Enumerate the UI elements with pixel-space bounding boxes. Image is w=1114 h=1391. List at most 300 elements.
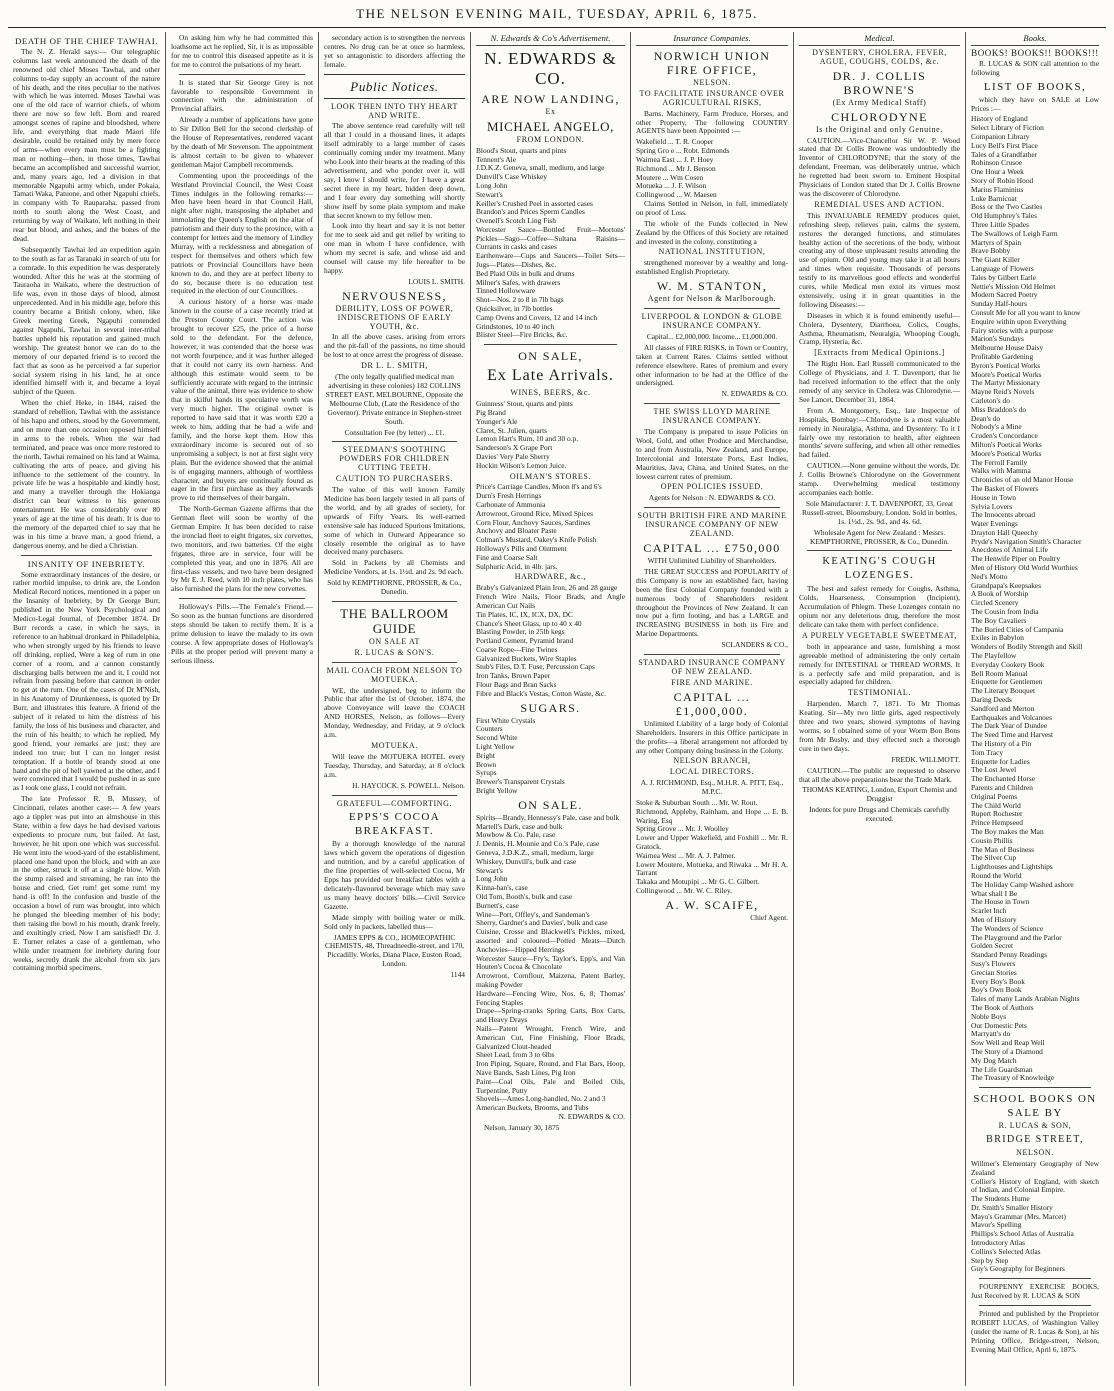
goods-item: J.D.K.Z. Geneva, small, medium, and large [476,163,605,173]
article-paragraph: Holloway's Pills.—The Female's Friend.—So soon as the human functions are disordered steps should be taken to rectify them. It is a prime delusion to leave the malady to its own course. A few appropriate doses of Holloway's Pills at the proper period will prevent many a serious illness. [171,602,313,665]
column-6 [794,32,966,1386]
book-title: Carleton's do [971,395,1010,405]
goods-list [476,584,625,698]
ad-subheading: [Extracts from Medical Opinions.] [814,348,945,358]
book-title: The Holiday Camp Washed ashore [971,879,1074,889]
book-title: The Enchanted Horse [971,774,1036,784]
book-title: Bell Room Manual [971,668,1028,678]
goods-item: Burnett's, case [476,900,519,910]
book-title: Golden Secret [971,941,1014,951]
ad-heading: NORWICH UNION FIRE OFFICE, [653,48,771,77]
ad-heading: CHLORODYNE [831,109,928,124]
article-paragraph: Commenting upon the proceedings of the Westland Provincial Council, the West Coast Times indulges in the following remarks:—Men have been heard in that Council Hall, night after night, transposing the alphabet and immolating the Queen's English on the altar of patriotism and their duty to the province, with a contempt for letters and the memory of Lindley Murray, with a recklessness and abnegation of respect for themselves and others which few patriots or Provincial Councillors have been known to do, and they are at perfect liberty to do so, because there is no education test required in the election of our Councillors. [171,170,313,296]
book-title: A Book of Worship [971,589,1029,599]
book-title: My Dog Match [971,1055,1017,1065]
book-title: Tales of a Grandfather [971,149,1038,159]
goods-item: Price's Carriage Candles, Moon 8's and 6's [476,482,602,492]
ad-paragraph: (The only legally qualified medical man advertising in these colonies) 182 COLLINS STREET EAST, MELBOURNE, Opposite the Melbourne Club, (Late the Residence of the Governor). Private entrance in Stephen-street South. [325,372,464,426]
book-title: Grandpapa's Keepsakes [971,580,1042,590]
ad-subheading: HARDWARE, &c., [514,572,587,582]
goods-list [476,717,625,796]
ad-paragraph: This INVALUABLE REMEDY produces quiet, refreshing sleep, relieves pain, calms the system, restores the deranged functions, and stimulates healthy action of the secretions of the body, without creating any of those unpleasant results attending the use of opium. Old and young may take it at all hours and times when requisite. Thousands of persons testify to its marvellous good effects and wonderful cures, while Medical men extol its virtues most extensively, using it in great quantities in the following Diseases:— [799,210,960,309]
agent-item: Lower and Upper Wakefield, and Foxhill ... Mr. R. Gratock. [636,833,788,852]
goods-item: Corn Flour, Anchovy Sauces, Sardines [476,517,591,527]
goods-item: Sulphuric Acid, in 4lb. jars. [476,561,558,571]
goods-list [476,483,625,571]
ad-heading: MAIL COACH FROM NELSON TO MOTUEKA. [326,665,463,684]
goods-item: Wine—Port, Offley's, and Sandeman's [476,909,590,919]
agent-item: Stoke & Suburban South ... Mr. W. Rout. [636,798,758,808]
divider [179,74,305,75]
ad-paragraph: Indents for pure Drugs and Chemicals carefully executed. [809,805,950,824]
article-paragraph: Subsequently Tawhai led an expedition again to the south as far as Taranaki in search of utu for a comrade. In this expedition he was desperately wounded. After this he was at the storming of Tauraoha in Waikato, where the destruction of life was, even in those days of blood, almost unprecedented. And in his middle age, before this country became a British colony, when, like Greek meeting Greek, Ngapuhi contended against Ngapuhi, Tawhai in several inter-tribal battles upheld his reputation and gained much worship. The greatest honor we can do to the memory of our departed friend is to record the fact that as soon as he perceived a far superior social system rising in his land, he at once identified himself with it, and became a loyal subject of the Queen. [13,244,160,397]
ad-paragraph: Sole Manufacturer: J. T. DAVENPORT, 33, Great Russell-street, Bloomsbury, London. Sold in bottles, 1s. 1½d., 2s. 9d., and 4s. 6d. [802,498,957,526]
column-1 [8,32,166,1386]
ad-heading: EPPS'S COCOA BREAKFAST. [348,811,441,838]
ad-paragraph: Will leave the MOTUEKA HOTEL every Tuesday, Thursday, and Saturday, at 8 o'clock a.m. [324,751,465,779]
book-title: Tom Tracy [971,747,1004,757]
goods-item: Blood's Stout, quarts and pints [476,145,567,155]
goods-item: Grindstones, 10 to 40 inch [476,321,555,331]
goods-item: Old Tom, Booth's, bulk and case [476,892,573,902]
ad-subheading: OPEN POLICIES ISSUED. [660,482,764,492]
book-title: The Wonders of Science [971,923,1044,933]
goods-item: Braby's Galvanized Plain Iron, 26 and 28 gauge [476,583,618,593]
ad-heading: CAPITAL ... £1,000,000. [673,689,751,718]
goods-item: Second White [476,733,518,743]
ad-heading: STANDARD INSURANCE COMPANY OF NEW ZEALAND. [638,658,786,676]
ad-heading: ARE NOW LANDING, [481,91,620,106]
article-paragraph: The late Professor R. B. Mussey, of Cincinnati, relates another case:— A few years ago a tippler was put into an almshouse in this State, within a few days he had devised various expedients to procure rum, but failed. At last, however, he hit upon one which was successful. He went into the wood-yard of the establishment, placed one hand upon the block, and with an axe in the other, struck it off at a single blow. With the stump raised and streaming, he ran into the house and cried, Get rum! get some rum! my hand is off! In the confusion and bustle of the occasion a bowl of rum was brought, into which he plunged the bleeding member of his body; then raising the bowl to his mouth, drank freely, and exultingly cried, Now I am satisfied! Dr. J. E. Turner relates a case of a gentleman, who while under treatment for inebriety during four weeks, secretly drank the alcohol from six jars containing morbid specimens. [13,794,160,973]
ad-paragraph: Agents for Nelson : N. EDWARDS & CO. [648,493,776,503]
book-title: Language of Flowers [971,263,1034,273]
ad-subheading: NELSON. [693,77,731,87]
goods-item: Camp Ovens and Covers, 12 and 14 inch [476,312,598,322]
ad-heading: STEEDMAN'S SOOTHING POWDERS FOR CHILDREN CUTTING TEETH. [339,445,450,473]
ad-heading: NERVOUSNESS, [342,288,447,303]
book-title: The Man of Business [971,844,1035,854]
book-title: Nobody's a Mine [971,422,1022,432]
book-title: The Boy makes the Man [971,826,1044,836]
ad-heading: SUGARS. [520,700,581,715]
ad-signature: SCLANDERS & CO., [721,640,788,650]
book-title: Willmer's Elementary Geography of New Zealand [971,1158,1099,1177]
goods-item: Counters [476,724,503,734]
book-title: The Giant Killer [971,255,1020,265]
book-title: Cruden's Concordance [971,431,1038,441]
book-title: Pryde's Navigation Smith's Character [971,536,1082,546]
goods-item: Coarse Rope—Fine Twines [476,644,558,654]
ad-signature: FREDK. WILLMOTT. [891,754,960,764]
ad-paragraph: strengthened moreover by a wealthy and long-established English Proprietary. [636,258,788,277]
goods-item: Pig Brand [476,407,506,417]
book-title: Select Library of Fiction [971,123,1044,133]
ad-paragraph: WITH Unlimited Liability of Shareholders. [647,556,777,566]
book-title: Etiquette for Gentlemen [971,677,1043,687]
book-title: Dr. Smith's Smaller History [971,1202,1053,1212]
ad-ship-name: MICHAEL ANGELO, [487,118,614,134]
book-title: The Cousin from India [971,607,1039,617]
ad-paragraph: All classes of FIRE RISKS, in Town or Country, taken at Current Rates. Claims settled without reference elsewhere. Rates of premium and every other information to be had at the Office of the undersigned. [636,342,788,388]
ad-heading: A. W. SCAIFE, [665,897,759,912]
goods-item: Syrups [476,768,497,778]
book-title: The Swallows of Leigh Farm [971,228,1058,238]
book-title: Susy's Flowers [971,958,1016,968]
book-title: Marion's Sundays [971,334,1024,344]
book-title: Moore's Poetical Works [971,448,1042,458]
goods-item: Stewart's [476,865,503,875]
agent-item: Moutere ... Wm Cosen [636,172,704,182]
book-title: History of England [971,114,1028,124]
ad-heading: LIST OF BOOKS, [983,80,1087,93]
book-title: The House in Town [971,897,1030,907]
ad-subheading: WINES, BEERS, &c. [510,388,591,398]
ad-subheading: (Ex Army Medical Staff) [832,97,927,107]
goods-item: Portland Cement, Pyramid brand [476,636,574,646]
book-title: Men of History [971,914,1017,924]
ad-date: Nelson, January 30, 1875 [484,1122,560,1132]
book-title: Scarlet Inch [971,906,1007,916]
book-title: One Hour a Week [971,167,1024,177]
ad-paragraph: WE, the undersigned, beg to inform the Public that after the 1st of October, 1874, the above Conveyance will leave the COACH AND HORSES, Nelson, as follows—Every Monday, Wednesday, and Friday, at 9 o'clock a.m. [324,685,465,740]
book-title: Companion Library [971,132,1030,142]
goods-item: Lemon Hart's Rum, 10 and 30 o.p. [476,434,579,444]
goods-item: Brewer's Transparent Crystals [476,777,565,787]
headline-death-tawhai: DEATH OF THE CHIEF TAWHAI. [14,36,159,46]
ad-heading: DR. J. COLLIS BROWNE'S [832,68,927,97]
ad-paragraph: The best and safest remedy for Coughs, Asthma, Colds, Hoarseness, Consumption (Incipient), Accumulation of Phlegm. These Lozenges contain no opium nor any deleterious drug, therefore the most delicate can take them with perfect confidence. [799,584,960,630]
goods-item: Davies' Very Pale Sherry [476,451,550,461]
book-title: Anecdotes of Animal Life [971,545,1048,555]
goods-item: Long John [476,874,508,884]
book-title: The Basket of Flowers [971,483,1039,493]
ad-heading: KEATING'S COUGH LOZENGES. [822,556,937,582]
goods-item: Tinned Hollowware [476,286,536,296]
goods-item: Holloway's Pills and Ointment [476,544,567,554]
goods-item: Brandon's and Prices Sperm Candles [476,207,585,217]
ad-paragraph: Claims Settled in Nelson, in full, immediately on proof of Loss. [636,198,788,217]
goods-item: Younger's Ale [476,416,518,426]
book-title: Walks with Mamma [971,466,1031,476]
book-title: Standard Penny Readings [971,950,1047,960]
book-title: Rupert Rochester [971,809,1023,819]
goods-item: Arrowroot, Ground Rice, Mixed Spices [476,508,593,518]
book-title: Phillips's School Atlas of Australia [971,1229,1074,1239]
book-title: Mayo's Grammar (Mrs. Marcet) [971,1211,1066,1221]
agent-item: Spring Grove ... Mr. J. Woolley [636,824,729,834]
goods-item: Ovenell's Scotch Ling Fish [476,216,556,226]
book-title: Drayton Hall Queechy [971,527,1038,537]
agent-item: Takaka and Motupipi ... Mr G. C. Gilbert. [636,877,760,887]
book-title: Every Boy's Book [971,976,1025,986]
book-title: The Seed Time and Harvest [971,730,1054,740]
goods-item: First White Crystals [476,715,536,725]
column-4 [471,32,631,1386]
ad-heading: CAPITAL ... £750,000 [643,541,781,556]
book-title: Lucy Bell's First Place [971,140,1038,150]
ad-subheading: NATIONAL INSTITUTION, [658,247,766,257]
goods-item: Keiller's Crushed Peel in assorted cases [476,198,593,208]
ad-subheading: FIRE AND MARINE. [671,677,753,687]
ad-subheading: Is the Original and only Genuine. [816,124,943,134]
ad-paragraph: Harpenden, March 7, 1871. To Mr Thomas Keating. Sir—My two little girls, aged respectively three and two years, showed symptoms of having worms, so I obtained some of your Worm Bon Bons from Mr Busby, and they effected such a thorough cure in two days. [799,699,960,753]
section-header-public-notices: Public Notices. [350,78,439,94]
agent-item: Motueka ... J. F. Wilson [636,181,707,191]
book-title: Noble Boys [971,1011,1007,1021]
book-title: Robinson Crusoe [971,158,1023,168]
ad-heading: THE SWISS LLOYD MARINE INSURANCE COMPANY. [653,407,771,426]
divider [332,441,457,442]
divider [324,74,465,75]
ad-paragraph: THE GREAT SUCCESS and POPULARITY of this Company is now an established fact, having been the first Colonial Company founded with a numerous body of Shareholders resident throughout the Provinces of New Zealand. It can now put a firm footing, and has a LARGE and INCREASING BUSINESS in both its Fire and Marine Departments. [636,566,788,639]
ad-paragraph: both in appearance and taste, furnishing a most agreeable method of administering the only certain remedy for INTESTINAL or THREAD WORMS. It is a perfectly safe and mild preparation, and is especially adapted for children. [799,641,960,687]
ad-paragraph: Consultation Fee (by letter) ... £1. [344,427,445,437]
book-list [971,1160,1099,1274]
book-title: The Henwife Piper on Poultry [971,554,1061,564]
book-title: The Silver Cup [971,853,1017,863]
book-title: Modern Sacred Poetry [971,290,1038,300]
article-paragraph: Some extraordinary instances of the desire, or rather morbid impulse, to drink are, the London Medical Record notices, mentioned in a paper on the Insanity of Inebriety, by Dr George Burr, published in the New York Psychological and Medico-Legal Journal, of December 1874. Dr Burr records a case, in which he says, in reference to an habitual drunkard in Philadelphia, who when strongly urged by his friends to leave off drinking, replied, Were a keg of rum in one corner of a room, and a cannon constantly discharging balls between me and it, I could not refrain from passing before that cannon in order to get at the rum. One of the cases of Dr M'Nish, in his Anatomy of Drunkenness, is quoted by Dr Burr, and illustrates this feature. A friend of the subject of it related to him the distress of his family, the loss of his business and character, and the ruin of his health; to which he replied, My good friend, your remarks are just; they are indeed too true; but I can no longer resist temptation. If a bottle of brandy stood at one hand and the pit of hell yawned at the other, and I were convinced that I would be pushed in as sure as I took one glass, I could not refrain. [13,569,160,793]
ad-signature: LOUIS L. SMITH. [408,276,465,286]
agent-item: Wakefield ... T. R. Cooper [636,137,714,147]
goods-item: Cuisine, Crosse and Blackwell's Pickles, mixed, assorted and coloured—Potted Meats—Dutch Anchovies—Hipped Herrings [476,927,625,954]
ad-subheading: NELSON. [1016,1148,1054,1157]
book-title: Martyrs of Spain [971,237,1022,247]
book-title: Sow Well and Reap Well [971,1038,1045,1048]
book-title: Sandford and Merton [971,703,1035,713]
book-title: Earthquakes and Volcanoes [971,712,1052,722]
ad-signature: N. EDWARDS & CO. [558,1111,625,1121]
book-title: Moore's Poetical Works [971,369,1042,379]
book-title: Guy's Geography for Beginners [971,1264,1065,1274]
ad-subheading: ON SALE AT [369,636,420,646]
agent-item: Lower Moutere, Motueka, and Riwaka ... Mr H. A. Tarrant [636,859,788,878]
ad-subheading: TO FACILITATE INSURANCE OVER AGRICULTURAL RISKS, [639,88,785,107]
goods-item: Claret, St. Julien, quarts [476,425,548,435]
ad-paragraph: CAUTION.—None genuine without the words, Dr. J. Collis Browne's Chlorodyne on the Government stamp. Overwhelming medical testimony accompanies each bottle. [799,461,960,497]
goods-item: Tin Plates, IC, IX, ICX, DX, DC [476,609,573,619]
book-title: Collins's Selected Atlas [971,1246,1041,1256]
ad-subheading: REMEDIAL USES AND ACTION. [814,199,945,209]
goods-item: Fine and Coarse Salt [476,552,538,562]
columns [8,32,1108,1386]
agent-item: Richmond ... Mr J. Benson [636,163,716,173]
ad-signature: H. HAYCOCK. S. POWELL. Nelson. [352,780,465,790]
book-title: Tales of many Lands Arabian Nights [971,994,1080,1004]
goods-item: Arrowroot, Cornflour, Maizena, Patent Barley, making Powder [476,971,625,989]
goods-item: Nails—Patent Wrought, French Wire, and American Cut, Fine Finishing, Floor Brads, Galvanized Clout-headed [476,1023,625,1051]
ad-paragraph: R. LUCAS & SON call attention to the following [971,58,1099,77]
book-title: Sylvia Lovers [971,501,1013,511]
column-header: Books. [971,34,1099,46]
masthead-rule [8,27,1106,28]
ad-paragraph: Barns, Machinery, Farm Produce, Horses, and other Property, The following COUNTRY AGENTS have been Appointed :— [636,108,788,136]
goods-item: Sheet Lead, from 3 to 6lbs [476,1050,555,1060]
column-2 [166,32,319,1386]
ad-signature: Chief Agent. [750,912,788,922]
book-list [971,115,1099,1083]
book-title: Everyday Cookery Book [971,659,1045,669]
ad-paragraph: which they have on SALE at Low Prices :— [971,94,1099,113]
book-title: Fairy stories with a purpose [971,325,1054,335]
ad-paragraph: The whole of the Funds collected in New Zealand by the Offices of this Society are retained and invested in the colony, constituting a [636,218,788,246]
ad-paragraph: JAMES EPPS & CO., HOMŒOPATHIC CHEMISTS, 48, Threadneedle-street, and 170, Piccadilly. Works, Diana Place, Euston Road, London. [324,932,465,969]
goods-item: Worcester Sauce—Bottled Fruit—Mortons' Pickles—Sago—Coffee—Sultana Raisins—Currants in casks and cases [476,224,625,252]
goods-item: Bright Yellow [476,786,518,796]
ad-paragraph: THOMAS KEATING, London, Export Chemist and Druggist [802,785,957,804]
goods-item: Earthenware—Cups and Saucers—Toilet Sets—Jugs—Plates—Dishes, &c. [476,251,625,270]
article-paragraph: On asking him why he had committed this loathsome act he replied, Sir, it is as impossible for me to control this diseased appetite as it is for me to control the pulsations of my heart. [171,33,313,69]
goods-item: J. Dennis, H. Mounie and Co.'s Pale, case [476,839,600,849]
book-title: Circled Scenery [971,598,1019,608]
ad-paragraph: The Right Hon. Earl Russell communicated to the College of Physicians, and J. T. Davenport, that he had received information to the effect that the only remedy of any service in Cholera was Chlorodyne.—See Lancet, December 31, 1864. [799,359,960,404]
divider [807,550,952,551]
book-title: The History of a Pin [971,739,1032,749]
goods-item: Martell's Dark, case and bulk [476,821,563,831]
book-title: Nettie's Mission Old Helmet [971,281,1056,291]
ad-paragraph: Sold in Packets by all Chemists and Medicine Vendors, at 1s. 1½d. and 2s. 9d each. [324,558,465,577]
ad-heading: SCHOOL BOOKS ON SALE BY [973,1093,1097,1120]
article-paragraph: secondary action is to strengthen the nervous centres. No drug can be at once so harmless, yet so antagonistic to disorders affecting the female. [324,33,465,69]
ad-title-edwards: N. EDWARDS & CO. [484,48,617,88]
ad-paragraph: FOURPENNY EXERCISE BOOKS, Just Received by R. LUCAS & SON [971,1282,1099,1301]
book-title: Grecian Stories [971,967,1017,977]
ad-paragraph: The Company is prepared to issue Policies on Wool, Gold, and other Produce and Merchandise, to and from Australia, New Zealand, and Europe, Intercolonial and Interstate Ports, East Indies, Mauritius, Java, China, and United States, on the lowest current rates of premium. [636,427,788,481]
ad-paragraph: The above sentence read carefully will tell all that I could in a thousand lines, it adapts itself admirably to a large number of cases continually coming under my treatment. Many who Look into their hearts at the reading of this advertisement, and who ponder over it, will say, I know I should write, for I have a great secret there in my heart, hidden deep down, and I fear every day something will shortly show itself by some plain symptom and make that secret known to my fellow men. [324,121,466,220]
ad-heading: Ex Late Arrivals. [487,367,614,385]
ad-paragraph: Made simply with boiling water or milk. Sold only in packets, labelled thus— [324,912,465,931]
ad-subheading: OILMAN'S STORES. [509,471,592,481]
ad-paragraph: CAUTION.—The public are requested to observe that all the above preparations bear the Trade Mark. [799,765,960,784]
article-paragraph: The N. Z. Herald says:— Our telegraphic columns last week announced the death of the renowned old chief Moses Tawhai, and other columns to-day supply an account of the nature of his death, and the rites peculiar to the natives with which he was interred. Moses Tawhai was one of the old race of warrior chiefs, of whom there are now so few left. Born and reared amongst scenes of rapine and bloodshed, where life, and everything that made Maori life desirable, could be retained only by mere force of arms—when every man must be a fighting man or nothing—then, in those times, Tawhai became an accomplished and successful warrior, and, many years ago, led a division in that memorable Ngapuhi army which, under Pokaia, Tamati Waka, Patuone, and other Ngapuhi chiefs, in company with Te Rauparaha, passed from north to south along the West Coast, and returning by way of Waikato, left nothing in their rear but blood, and ashes, and the bones of the dead. [13,46,160,243]
divider [644,654,780,655]
book-title: Boss or the Two Castles [971,202,1043,212]
book-title: The Playground and the Parlor [971,932,1062,942]
book-title: Mayne Reid's Novels [971,387,1035,397]
book-title: Men of History Old World Worthies [971,563,1078,573]
goods-list [476,814,625,1113]
book-title: Three Little Spades [971,220,1029,229]
book-title: Cousin Phillis [971,835,1013,845]
agents-list [636,799,788,896]
ad-subheading: Ex [545,106,556,116]
book-title: Enquire within upon Everything [971,316,1067,326]
agent-item: Spring Gro e ... Robt. Edmonds [636,146,730,156]
book-title: Miss Braddon's do [971,404,1027,414]
goods-item: Guinness' Stout, quarts and pints [476,399,573,409]
ad-heading: LIVERPOOL & LONDON & GLOBE INSURANCE COMPANY. [641,312,783,330]
ad-subheading: CAUTION TO PURCHASERS. [335,474,454,484]
book-title: The Martyr Missionary [971,378,1040,388]
goods-list [476,147,625,341]
ad-heading: DYSENTERY, CHOLERA, FEVER, AGUE, COUGHS, COLDS, &c. [812,47,947,66]
ad-paragraph: Wholesale Agent for New Zealand : Messrs. KEMPTHORNE, PROSSER, & Co., Dunedin. [809,527,949,546]
goods-item: Brown [476,759,497,769]
divider [979,1087,1091,1088]
goods-item: Mowbow & Co. Pale, case [476,830,556,840]
ad-number: 1144 [450,970,465,980]
goods-item: Bright [476,750,495,760]
ad-heading: W. M. STANTON, [656,279,768,294]
book-title: Milton's Poetical Works [971,439,1042,449]
book-title: Round the World [971,870,1022,880]
ad-subheading: Agent for Nelson & Marlborough. [647,294,777,304]
column-header: N. Edwards & Co's Advertisement. [476,34,625,46]
goods-item: Stewart's [476,189,503,199]
ad-subheading: A PURELY VEGETABLE SWEETMEAT, [802,630,957,640]
book-title: Boy's Own Book [971,985,1022,995]
goods-item: Hockin Wilson's Lemon Juice. [476,460,567,470]
ad-paragraph: Sold by KEMPTHORNE, PROSSER, & Co., Dunedin. [327,578,462,597]
goods-item: Galvanized Buckets, Wire Staples [476,653,577,663]
goods-item: Shot—Nos. 2 to 8 in 7lb bags [476,295,564,305]
divider [332,601,457,602]
goods-item: Dunvill's Case Whiskey [476,172,547,182]
book-title: Ned's Motto [971,571,1008,581]
book-title: The Ferroll Family [971,457,1028,467]
ad-subheading: FROM LONDON. [516,134,585,144]
agent-item: Collingwood ... W. Maesen [636,190,717,200]
agent-item: Collingwood ... Mr. W. C. Riley. [636,886,733,896]
ad-paragraph: From A. Montgomery, Esq., late Inspector of Hospitals, Bombay:—Chlorodyne is a most valuable remedy in Neuralgia, Asthma, and Dysentery. To it I fairly owe my restoration to health, after eighteen months' severe suffering, and when all other remedies had failed. [799,405,960,460]
imprint: Printed and published by the Proprietor ROBERT LUCAS, of Washington Valley (under the name of R. Lucas & Son), at his Printing Office, Bridge-street, Nelson, Evening Mail Office, April 6, 1875. [971,1309,1099,1354]
ad-subheading: DR L. L. SMITH, [361,361,428,371]
ad-paragraph: By a thorough knowledge of the natural laws which govern the operations of digestion and nutrition, and by a careful application of the fine properties of well-selected Cocoa, Mr Epps has provided our breakfast tables with a delicately-flavoured beverage which may save us many heavy doctors' bills.—Civil Service Gazette. [324,839,465,911]
ad-signature: N. EDWARDS & CO. [721,389,788,399]
goods-item: Anchovy and Bloater Paste [476,526,557,536]
ad-heading: THE BALLROOM GUIDE [340,605,449,636]
goods-item: Kinna-han's, case [476,883,528,893]
ad-heading: BRIDGE STREET, [986,1134,1084,1145]
book-title: What shall I Be [971,888,1018,898]
ad-heading: SOUTH BRITISH FIRE AND MARINE INSURANCE COMPANY OF NEW ZEALAND. [637,511,787,539]
divider [644,507,780,508]
book-title: Tales by Gilbert Earle [971,272,1036,282]
ad-heading: GRATEFUL—COMFORTING. [336,798,453,808]
book-title: The Playfellow [971,651,1017,661]
article-paragraph: It is stated that Sir George Grey is not favorable to responsible Government in connection with the administration of Provincial affairs. [171,77,313,114]
ad-subheading: MOTUEKA. [371,741,418,750]
goods-item: Iron Tanks, Brown Paper [476,671,551,681]
book-title: Our Domestic Pets [971,1020,1027,1030]
goods-item: Tennent's Ale [476,154,517,164]
goods-item: French Wire Nails, Floor Brads, and Angle American Cut Nails [476,592,625,610]
book-title: Marius Flaminius [971,184,1024,194]
book-title: Prince Hempseed [971,818,1023,828]
ad-paragraph: A. J. RICHMOND, Esq., M.H.R. A. PITT, Esq., M.P.C. [640,778,784,797]
article-paragraph: Already a number of applications have gone to Sir Dillon Bell for the second clerkship of the House of Representatives, rendered vacant by the death of Mr Stevenson. The appointment is almost certain to be given to whatever gentleman Major Campbell recommends. [171,115,313,169]
ad-paragraph: In all the above cases, arising from errors and the pit-fall of the passions, no time should be lost to at once arrest the progress of disease. [324,332,465,360]
article-paragraph: When the chief Heke, in 1844, raised the standard of rebellion, Tawhai with the assistance of his hapu and others, stood by the Government, and on more than one occasion opposed himself in arms to the rebels. When the war had terminated, and peace was once more restored to the north, Tawhai remained on his land at Waima, cultivating the arts of peace, and giving his influence to the settlement of the country. In private life he was a hospitable and kindly host, and many a traveller through the Hokianga district can bear witness to his generous entertainment. He was considerably over 80 years of age at the time of his death. It is due to the memory of the departed chief to say that he was in his time a brave man, a good friend, a dangerous enemy, and he died a Christian. [13,398,160,550]
book-title: Sunday Half-hours [971,299,1028,309]
ad-paragraph: CAUTION.—Vice-Chancellor Sir W. P. Wood stated that Dr Collis Browne was undoubtedly the Inventor of CHLORODYNE; that the story of the defendant, Freeman, was deliberately untrue, which he regretted had been sworn to. Eminent Hospital Physicians of London stated that Dr J. Collis Browne was the discoverer of Chlorodyne. [799,135,960,198]
goods-item: Bed Plaid Oils in bulk and drums [476,268,575,278]
ad-paragraph: Capital... £2,000,000. Income... £1,000,000. [646,331,778,341]
headline-insanity: INSANITY OF INEBRIETY. [27,558,146,569]
book-title: Daring Deeds [971,695,1012,705]
divider [644,308,780,309]
divider [332,662,457,663]
ad-subheading: NELSON BRANCH, [673,756,751,766]
goods-item: Carbonate of Ammonia [476,500,546,510]
book-title: The Lost Jewel [971,765,1017,775]
goods-item: Quicksilver, in 7lb bottles [476,304,553,314]
book-title: The Literary Bouquet [971,686,1036,696]
book-title: Profitable Gardening [971,351,1034,361]
ad-subheading: R. LUCAS & SON, [998,1121,1072,1131]
book-title: Wonders of Bodily Strength and Skill [971,642,1083,652]
ad-paragraph: Unlimited Liability of a large body of Colonial Shareholders. Insurers in this Office participate in the profits—a liberal arrangement not afforded by any other Company doing business in the Colony. [636,718,788,755]
